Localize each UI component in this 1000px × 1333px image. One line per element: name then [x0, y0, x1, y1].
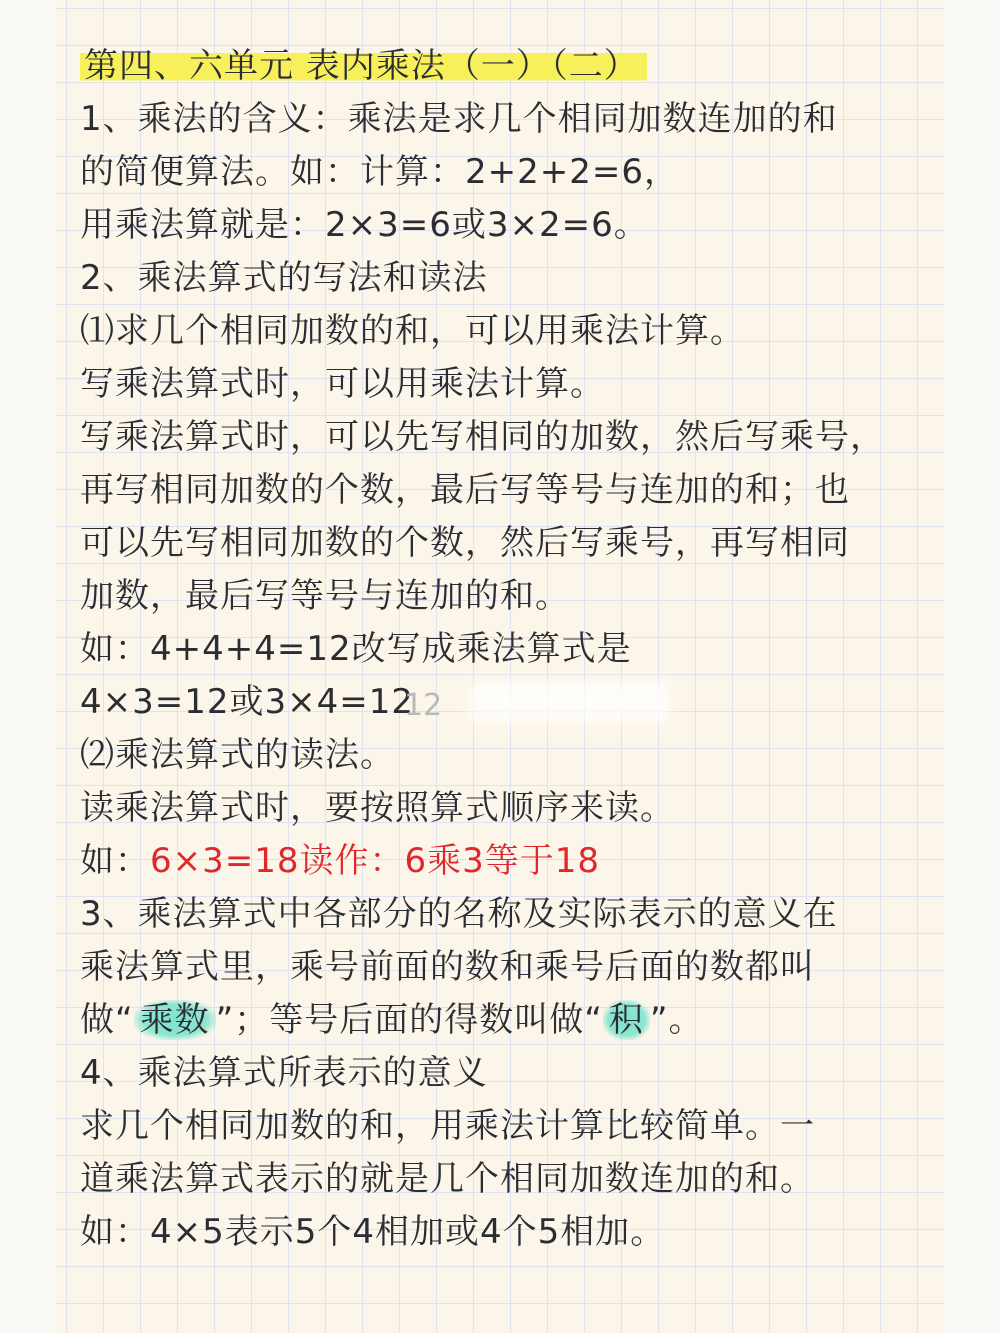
title-highlight: 第四、六单元 表内乘法（一）（二）: [80, 46, 647, 86]
text-line: 如：4+4+4=12改写成乘法算式是: [80, 629, 632, 669]
example-read-line: [80, 835, 600, 888]
page-margin-left: [0, 0, 56, 1333]
text-line: 2、乘法算式的写法和读法: [80, 258, 488, 298]
text-line: 4×3=12或3×4=12: [80, 682, 415, 722]
text-line: ⑵乘法算式的读法。: [80, 735, 395, 775]
highlight-product: 积: [603, 1000, 650, 1040]
text-fragment: ”；等号后面的得数叫做“: [215, 1000, 603, 1040]
page-margin-right: [944, 0, 1000, 1333]
text-line: 写乘法算式时，可以先写相同的加数，然后写乘号，: [80, 417, 885, 457]
text-line: 4、乘法算式所表示的意义: [80, 1053, 488, 1093]
faded-ghost-text: 12: [404, 688, 443, 723]
text-line: 写乘法算式时，可以用乘法计算。: [80, 364, 605, 404]
erased-smudge: [470, 682, 670, 722]
text-line: 加数，最后写等号与连加的和。: [80, 576, 570, 616]
highlight-multiplier: 乘数: [134, 1000, 216, 1040]
text-line: 用乘法算就是：2×3=6或3×2=6。: [80, 205, 649, 245]
text-fragment: 做“: [80, 1000, 134, 1040]
text-line-highlights: [80, 994, 703, 1047]
text-fragment: ”。: [649, 1000, 704, 1040]
text-line: 乘法算式里，乘号前面的数和乘号后面的数都叫: [80, 947, 815, 987]
text-line: 求几个相同加数的和，用乘法计算比较简单。一: [80, 1106, 815, 1146]
text-line: ⑴求几个相同加数的和，可以用乘法计算。: [80, 311, 745, 351]
text-line: 1、乘法的含义：乘法是求几个相同加数连加的和: [80, 99, 838, 139]
text-line: 可以先写相同加数的个数，然后写乘号，再写相同: [80, 523, 850, 563]
text-line: 3、乘法算式中各部分的名称及实际表示的意义在: [80, 894, 838, 934]
text-line: 如：4×5表示5个4相加或4个5相加。: [80, 1212, 666, 1252]
text-line: 道乘法算式表示的就是几个相同加数连加的和。: [80, 1159, 815, 1199]
text-line: 读乘法算式时，要按照算式顺序来读。: [80, 788, 675, 828]
example-prefix: 如：: [80, 841, 150, 881]
section-title: [80, 40, 647, 93]
text-line: 的简便算法。如：计算：2+2+2=6，: [80, 152, 679, 192]
example-red-text: 6×3=18读作：6乘3等于18: [150, 841, 601, 881]
text-line: 再写相同加数的个数，最后写等号与连加的和；也: [80, 470, 850, 510]
